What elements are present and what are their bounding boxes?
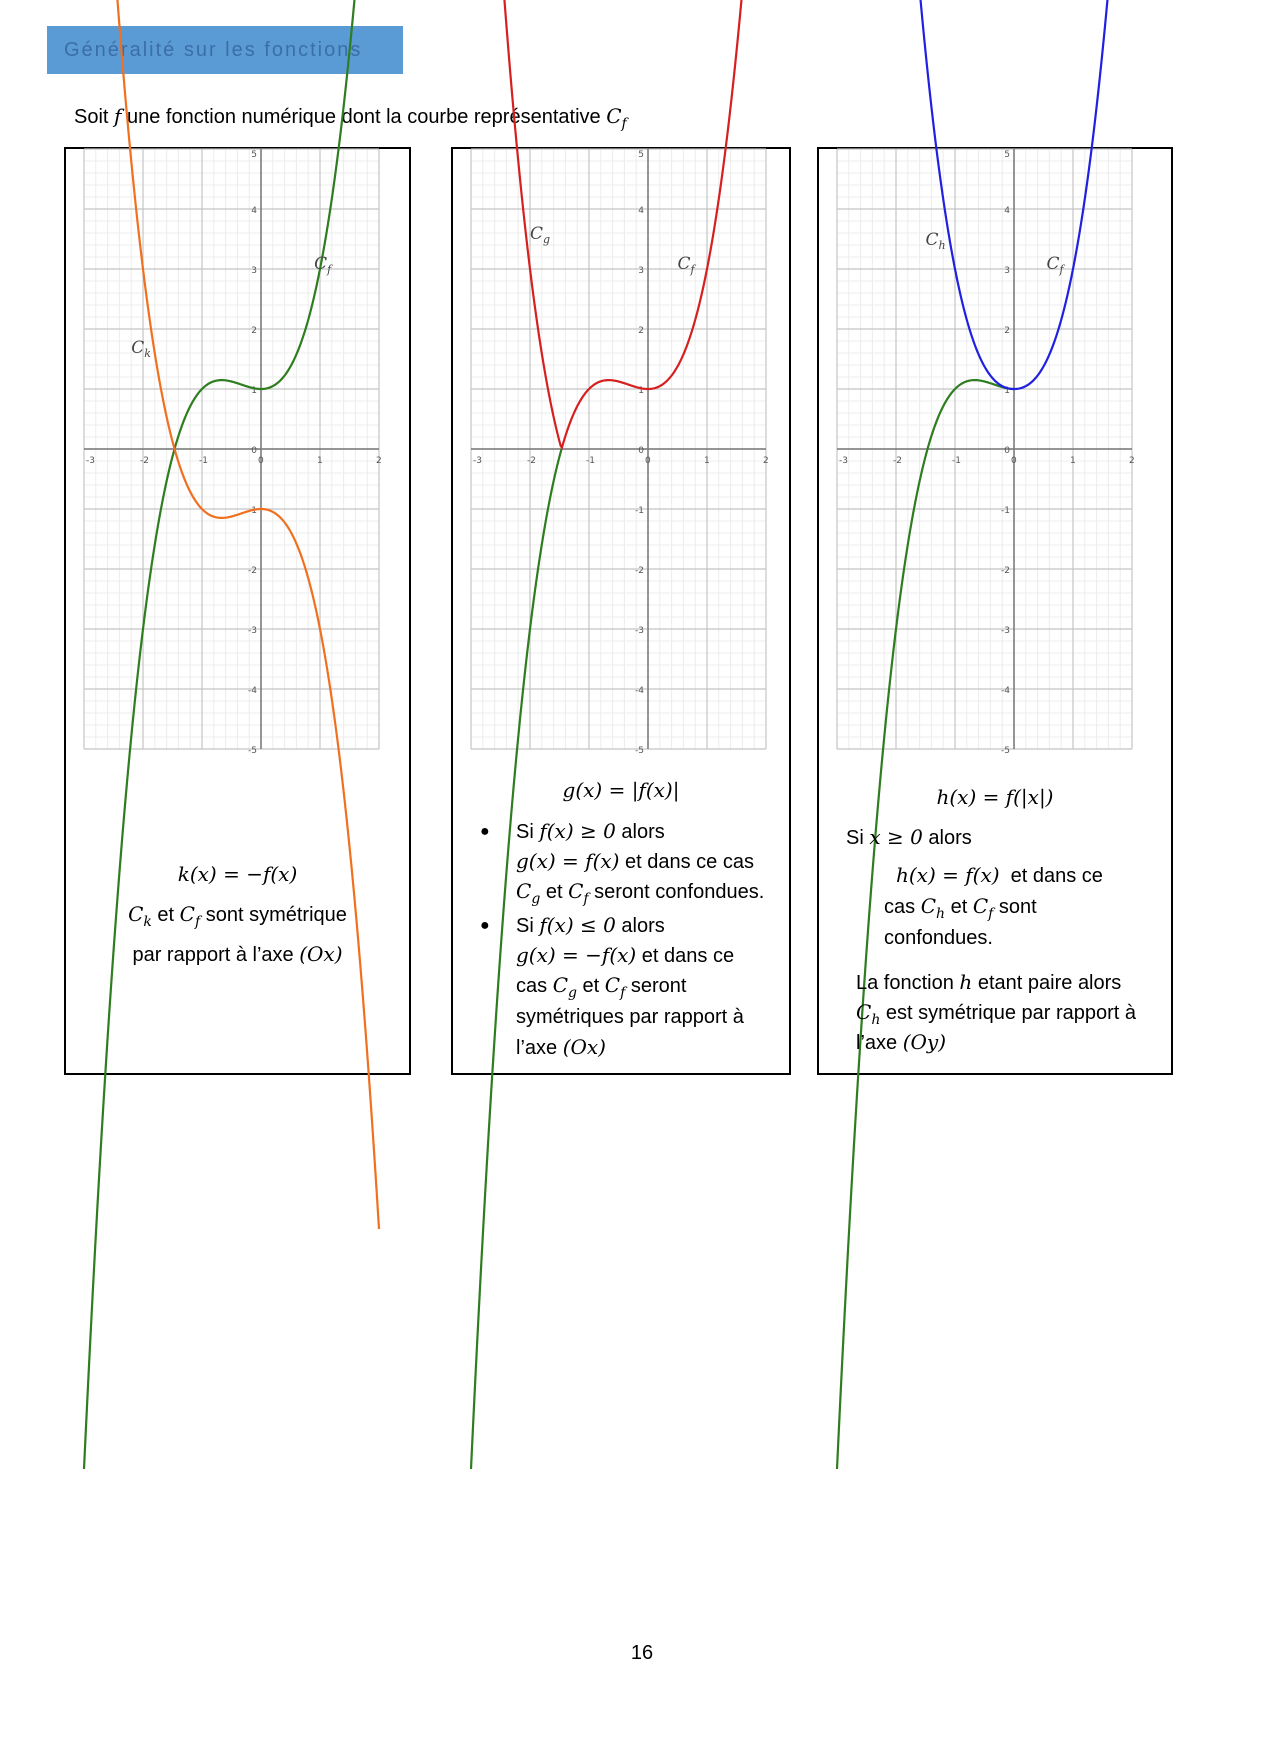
k-formula: [66, 859, 409, 890]
x-tick-label: -2: [527, 456, 536, 466]
h-cas: cas: [884, 896, 921, 918]
h-C1: C: [920, 894, 936, 918]
y-tick-label: 4: [251, 206, 257, 216]
k-formula-text: k(x) = −f(x): [177, 862, 298, 886]
h-h: h: [959, 970, 973, 994]
y-tick-label: 5: [1004, 150, 1010, 160]
h-si: Si: [846, 827, 870, 849]
curve-label-subscript: g: [543, 233, 551, 246]
curve-label-letter: C: [925, 230, 939, 250]
y-tick-label: 0: [1004, 446, 1010, 456]
g-b2-line5: [516, 1032, 606, 1072]
y-tick-label: -3: [635, 626, 644, 636]
panel-g: [451, 147, 791, 1075]
h-si-alors: alors: [922, 827, 972, 849]
curve-label-subscript: f: [1059, 263, 1064, 276]
intro-middle: une fonction numérique dont la courbe représentative: [121, 106, 607, 128]
h-etant: etant paire alors: [972, 972, 1122, 994]
g-b1-line3: [516, 876, 764, 914]
k-C2: C: [179, 902, 195, 926]
intro-sentence: [74, 104, 627, 132]
x-tick-label: 1: [317, 456, 323, 466]
y-tick-label: -3: [248, 626, 257, 636]
g-b2-cas: cas: [516, 975, 553, 997]
h-si-line: [846, 822, 972, 853]
x-tick-label: -1: [199, 456, 208, 466]
g-formula: [453, 775, 789, 806]
g-b1-cond: f(x) ≥ 0: [539, 819, 616, 843]
h-axe-math: (Oy): [902, 1030, 947, 1054]
y-tick-label: 1: [638, 386, 644, 396]
g-b1-line2: [516, 846, 754, 877]
curve-label-letter: C: [530, 224, 544, 244]
g-b2-line4-text: symétriques par rapport à: [516, 1006, 744, 1028]
g-b1-mid: et: [540, 881, 569, 903]
g-b1-C2: C: [568, 879, 584, 903]
graph-g: [471, 149, 769, 756]
page-number: [0, 1642, 1284, 1665]
g-b2-alors: alors: [615, 915, 665, 937]
h-C2: C: [972, 894, 989, 918]
g-b2-line5-text: l’axe: [516, 1037, 563, 1059]
y-tick-label: -1: [248, 506, 257, 516]
g-b1-alors: alors: [615, 821, 665, 843]
h-eq-line: [896, 860, 1103, 891]
g-b2-C1: C: [552, 973, 568, 997]
g-b2-si: Si: [516, 915, 540, 937]
g-formula-text: g(x) = |f(x)|: [562, 778, 680, 802]
y-tick-label: 1: [1004, 386, 1010, 396]
k-sub1: k: [143, 914, 152, 930]
h-si-cond: x ≥ 0: [869, 825, 923, 849]
g-b2-end: seront: [625, 975, 687, 997]
g-b1-C1: C: [516, 879, 532, 903]
intro-prefix: Soit: [74, 106, 115, 128]
k-line2-math: (Ox): [299, 942, 343, 966]
h-formula: [819, 782, 1171, 813]
y-tick-label: 3: [251, 266, 257, 276]
g-b1-line1: [516, 816, 665, 847]
x-tick-label: 2: [376, 456, 382, 466]
curve-label-subscript: f: [690, 263, 695, 276]
k-line1: [66, 899, 409, 937]
y-tick-label: -4: [635, 686, 644, 696]
curve-label-subscript: k: [144, 347, 151, 360]
g-b1-end: seront confondues.: [588, 881, 765, 903]
y-tick-label: -1: [1001, 506, 1010, 516]
x-tick-label: 0: [645, 456, 651, 466]
k-mid: et: [151, 904, 180, 926]
curve-label-letter: C: [314, 254, 328, 274]
x-tick-label: 1: [704, 456, 710, 466]
curve-label-letter: C: [1046, 254, 1060, 274]
intro-C: C: [606, 104, 622, 128]
x-tick-label: 1: [1070, 456, 1076, 466]
curve-label-letter: C: [677, 254, 691, 274]
h-formula-text: h(x) = f(|x|): [936, 785, 1054, 809]
g-b1-sub1: g: [531, 891, 541, 907]
g-b2-rest: et dans ce: [636, 945, 735, 967]
y-tick-label: 5: [638, 150, 644, 160]
k-sub2: f: [194, 914, 201, 930]
x-tick-label: -3: [86, 456, 95, 466]
x-tick-label: -3: [839, 456, 848, 466]
g-b2-line4: [516, 1002, 744, 1032]
y-tick-label: -4: [1001, 686, 1010, 696]
h-end: sont: [993, 896, 1037, 918]
g-b2-cond: f(x) ≤ 0: [539, 913, 616, 937]
h-eq: h(x) = f(x): [896, 863, 1000, 887]
y-tick-label: 3: [638, 266, 644, 276]
y-tick-label: -5: [1001, 746, 1010, 756]
y-tick-label: 0: [638, 446, 644, 456]
graph-k: [84, 149, 382, 756]
g-b1-rest: et dans ce cas: [619, 851, 754, 873]
y-tick-label: -3: [1001, 626, 1010, 636]
h-eq-rest: et dans ce: [999, 865, 1103, 887]
y-tick-label: 2: [638, 326, 644, 336]
y-tick-label: -5: [248, 746, 257, 756]
g-b2-eq: g(x) = −f(x): [516, 943, 637, 967]
g-b2-C2: C: [604, 973, 621, 997]
g-b1-sub2: f: [583, 891, 589, 907]
panel-h: [817, 147, 1173, 1075]
h-sub1: h: [936, 906, 946, 922]
y-tick-label: 0: [251, 446, 257, 456]
panel-k: [64, 147, 411, 1075]
y-tick-label: 4: [638, 206, 644, 216]
x-tick-label: 0: [1011, 456, 1017, 466]
y-tick-label: 1: [251, 386, 257, 396]
h-axe-text: l’axe: [856, 1032, 903, 1054]
page-number-text: 16: [630, 1642, 654, 1664]
k-line2: [66, 939, 409, 970]
y-tick-label: -4: [248, 686, 257, 696]
g-b2-line5-math: (Ox): [562, 1035, 606, 1059]
y-tick-label: 2: [1004, 326, 1010, 336]
x-tick-label: -1: [586, 456, 595, 466]
g-b1-eq: g(x) = f(x): [516, 849, 620, 873]
h-confondues: [884, 923, 993, 953]
x-tick-label: 0: [258, 456, 264, 466]
y-tick-label: -2: [248, 566, 257, 576]
k-C1: C: [128, 902, 144, 926]
curve-label-letter: C: [131, 338, 145, 358]
x-tick-label: -2: [893, 456, 902, 466]
y-tick-label: -1: [635, 506, 644, 516]
g-b2-mid: et: [576, 975, 605, 997]
y-tick-label: 5: [251, 150, 257, 160]
g-bullet-2: ●: [480, 917, 490, 934]
x-tick-label: -2: [140, 456, 149, 466]
h-sym-text: est symétrique par rapport à: [880, 1002, 1137, 1024]
h-axe-line: [856, 1027, 946, 1058]
y-tick-label: 2: [251, 326, 257, 336]
k-end: sont symétrique: [200, 904, 347, 926]
curve-label-subscript: f: [327, 263, 332, 276]
intro-f: f: [114, 104, 122, 128]
y-tick-label: 4: [1004, 206, 1010, 216]
h-fonction-line: [856, 967, 1121, 998]
intro-sub-f: f: [621, 116, 627, 132]
graph-h: [837, 149, 1135, 756]
y-tick-label: -5: [635, 746, 644, 756]
g-b2-line2: [516, 940, 734, 971]
y-tick-label: -2: [1001, 566, 1010, 576]
h-mid: et: [945, 896, 973, 918]
h-sym-sub: h: [871, 1012, 881, 1028]
k-line2-text: par rapport à l’axe: [132, 944, 300, 966]
x-tick-label: 2: [1129, 456, 1135, 466]
curve-label-subscript: h: [938, 239, 946, 252]
g-b2-sub1: g: [568, 985, 577, 1001]
g-b1-si: Si: [516, 821, 540, 843]
h-sym-C: C: [856, 1000, 872, 1024]
h-la-fonction: La fonction: [856, 972, 960, 994]
g-b2-line1: [516, 910, 665, 941]
x-tick-label: 2: [763, 456, 769, 466]
y-tick-label: 3: [1004, 266, 1010, 276]
h-confondues-text: confondues.: [884, 927, 993, 949]
x-tick-label: -3: [473, 456, 482, 466]
x-tick-label: -1: [952, 456, 961, 466]
h-sub2: f: [988, 906, 994, 922]
g-bullet-1: ●: [480, 823, 490, 840]
g-b2-sub2: f: [620, 985, 626, 1001]
section-title: Généralité sur les fonctions: [64, 39, 363, 61]
y-tick-label: -2: [635, 566, 644, 576]
